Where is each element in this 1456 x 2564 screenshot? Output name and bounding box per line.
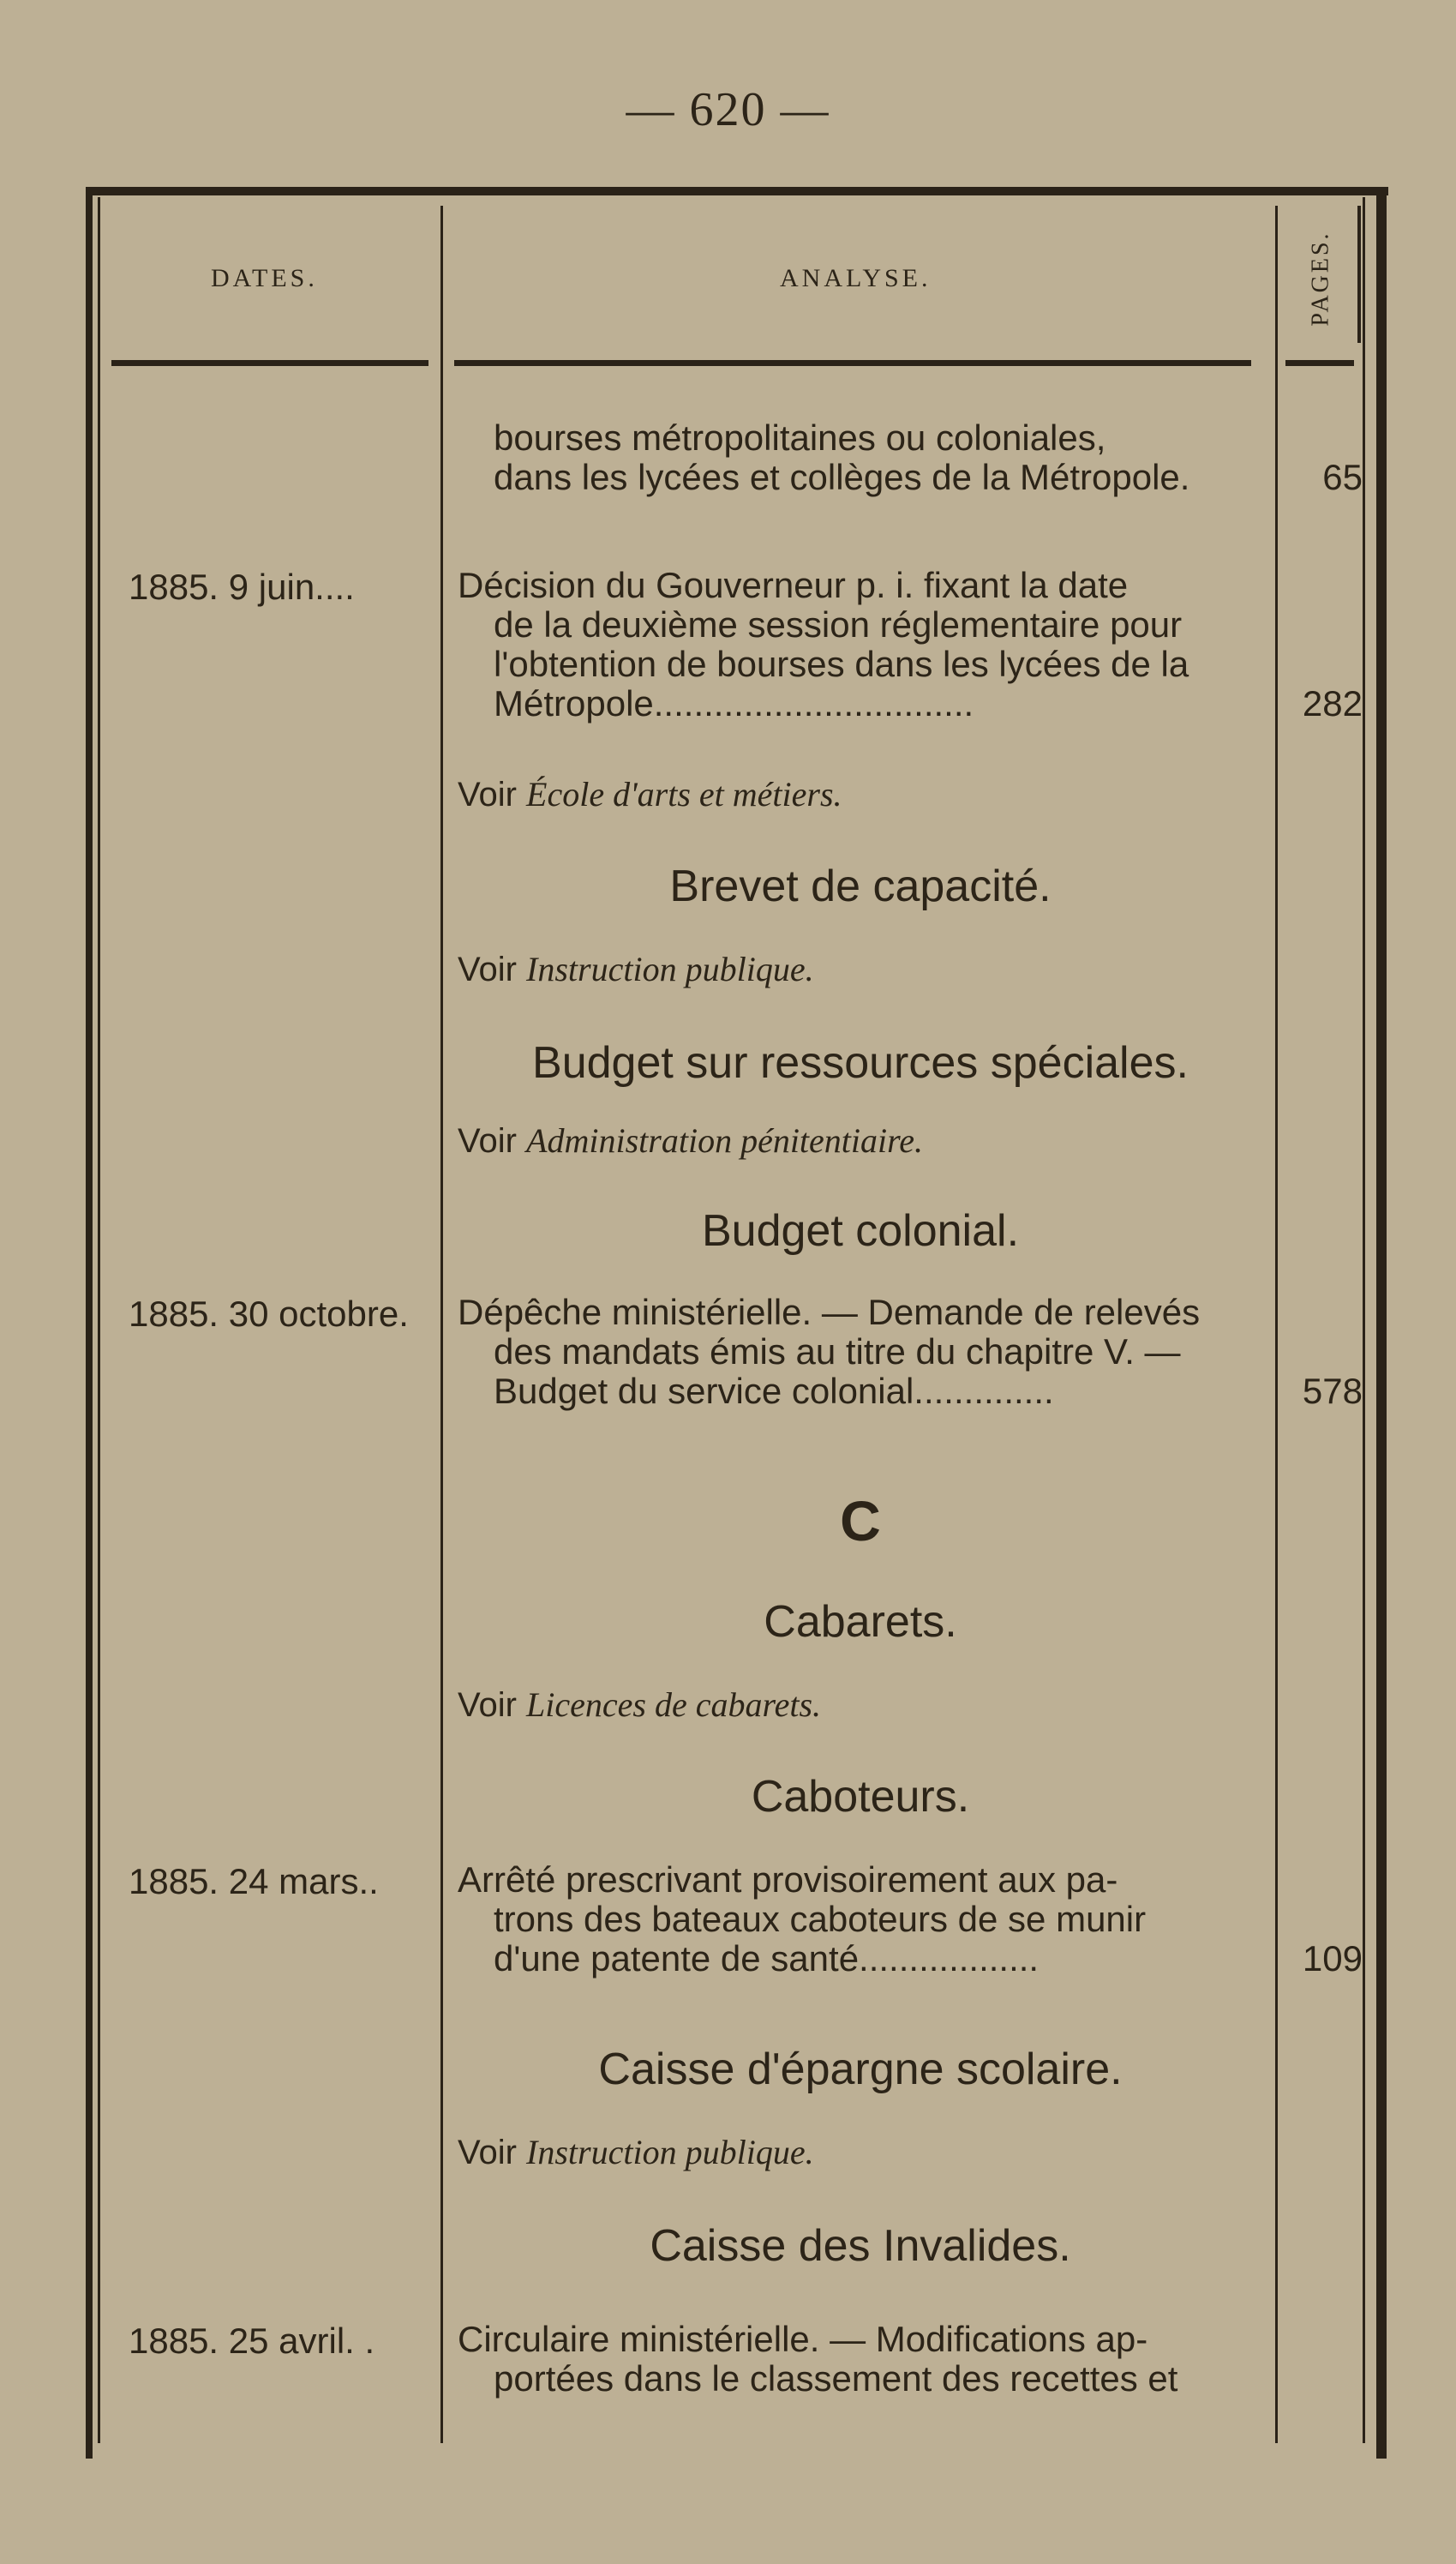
- see-also-prefix: Voir: [458, 1686, 527, 1724]
- entry: [458, 566, 1263, 724]
- see-also-prefix: Voir: [458, 776, 527, 814]
- entry-first-line: Circulaire ministérielle. — Modifications ap-: [458, 2319, 1148, 2359]
- entry-continuation: [458, 418, 1263, 497]
- see-also-prefix: Voir: [458, 951, 527, 988]
- entry-line: trons des bateaux caboteurs de se munir: [494, 1899, 1147, 1939]
- entry: [458, 1293, 1263, 1411]
- pages-header: [1296, 214, 1347, 343]
- section-heading: Budget sur ressources spéciales.: [532, 1038, 1189, 1088]
- entry-line: des mandats émis au titre du chapitre V. —: [494, 1331, 1181, 1372]
- section-heading: Brevet de capacité.: [669, 862, 1052, 911]
- entry-line: de la deuxième session réglementaire pour: [494, 604, 1183, 645]
- top-rule: [86, 187, 1388, 195]
- see-also-reference: [458, 2133, 1263, 2172]
- pages-header-rule: [1285, 360, 1354, 366]
- page-number: — 620 —: [626, 83, 830, 136]
- right-border: [1376, 187, 1387, 2459]
- entry-line: dans les lycées et collèges de la Métropole.: [494, 457, 1190, 497]
- right-border-inner: [1363, 197, 1365, 2443]
- page-reference: 282: [1302, 683, 1363, 724]
- see-also-prefix: Voir: [458, 2134, 527, 2171]
- see-also-target: Administration pénitentiaire.: [526, 1121, 923, 1160]
- page-reference: 578: [1302, 1371, 1363, 1411]
- see-also-target: Instruction publique.: [526, 950, 814, 988]
- analyse-header: ANALYSE.: [780, 264, 932, 292]
- section-heading: Budget colonial.: [701, 1206, 1020, 1256]
- pages-header-divider: [1357, 206, 1361, 343]
- left-border-inner: [98, 197, 100, 2443]
- section-heading: Caboteurs.: [751, 1772, 970, 1822]
- pages-column-divider: [1275, 206, 1278, 2443]
- see-also-target: École d'arts et métiers.: [526, 775, 842, 814]
- entry-date: 1885. 25 avril. .: [129, 2321, 375, 2361]
- index-letter: C: [840, 1489, 881, 1552]
- analyse-header-rule: [454, 360, 1251, 366]
- entry-date: 1885. 30 octobre.: [129, 1294, 409, 1334]
- page-reference: 109: [1302, 1938, 1363, 1979]
- see-also-reference: [458, 1685, 1263, 1725]
- entry-line: Budget du service colonial..............: [494, 1371, 1054, 1411]
- see-also-target: Instruction publique.: [526, 2133, 814, 2171]
- page-reference: 65: [1322, 457, 1363, 497]
- entry-first-line: Arrêté prescrivant provisoirement aux pa-: [458, 1859, 1118, 1900]
- entry-date: 1885. 24 mars..: [129, 1861, 379, 1901]
- entry: [458, 1860, 1263, 1979]
- entry-line: d'une patente de santé..................: [494, 1938, 1040, 1979]
- dates-header-rule: [111, 360, 428, 366]
- see-also-target: Licences de cabarets.: [526, 1685, 822, 1724]
- see-also-reference: [458, 775, 1263, 814]
- entry-first-line: Dépêche ministérielle. — Demande de relevés: [458, 1292, 1201, 1332]
- entry: [458, 2320, 1263, 2399]
- pages-header-label: PAGES.: [1308, 231, 1334, 327]
- section-heading: Cabarets.: [764, 1597, 957, 1647]
- section-heading: Caisse d'épargne scolaire.: [598, 2045, 1123, 2094]
- entry-line: portées dans le classement des recettes et: [494, 2358, 1178, 2399]
- see-also-prefix: Voir: [458, 1122, 527, 1160]
- entry-date: 1885. 9 juin....: [129, 567, 355, 607]
- entry-line: bourses métropolitaines ou coloniales,: [494, 417, 1106, 458]
- see-also-reference: [458, 950, 1263, 989]
- section-heading: Caisse des Invalides.: [650, 2221, 1071, 2271]
- entry-line: l'obtention de bourses dans les lycées de la: [494, 644, 1189, 684]
- dates-column-divider: [440, 206, 443, 2443]
- see-also-reference: [458, 1121, 1263, 1161]
- entry-line: Métropole................................: [494, 683, 974, 724]
- entry-first-line: Décision du Gouverneur p. i. fixant la date: [458, 565, 1129, 605]
- dates-header: DATES.: [211, 264, 318, 292]
- left-border: [86, 187, 93, 2459]
